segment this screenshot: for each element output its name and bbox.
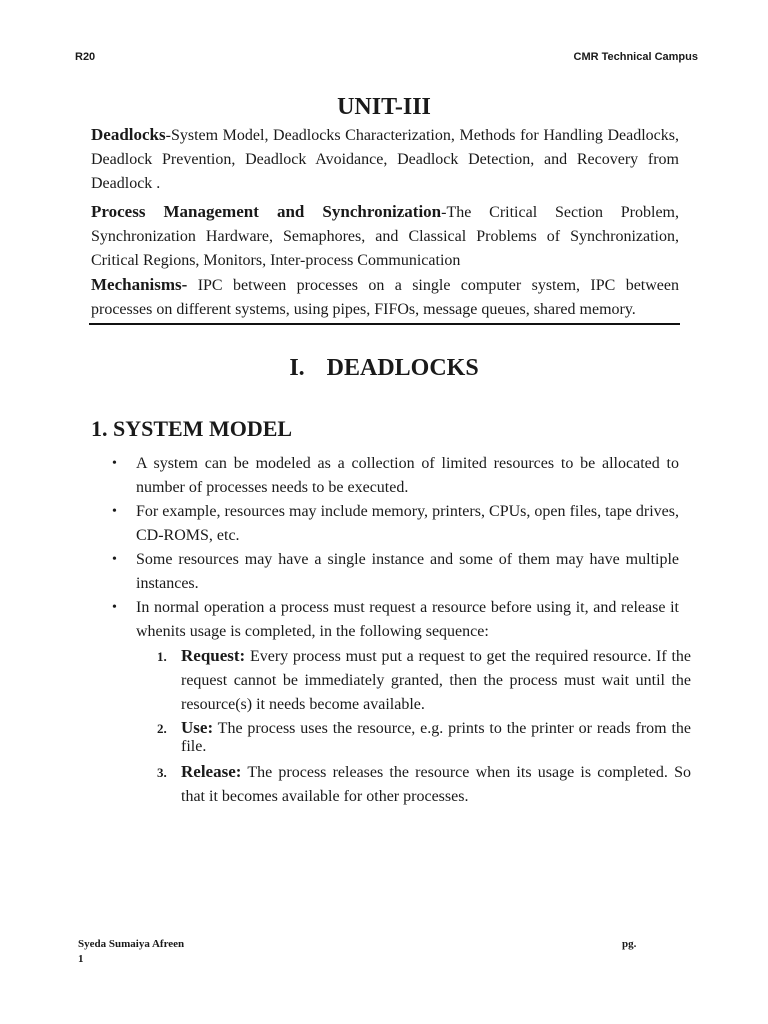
syllabus-block (91, 123, 679, 322)
list-item: • In normal operation a process must request a resource before using it, and release it whenits usage is completed, in the following sequence: (136, 596, 679, 644)
step-label: Use: (181, 718, 214, 737)
step-number: 2. (157, 721, 167, 736)
header-regulation: R20 (75, 51, 96, 63)
step-item (157, 644, 691, 717)
unit-title: UNIT-III (337, 94, 431, 120)
syllabus-process-label: Process Management and Synchronization (91, 202, 442, 221)
syllabus-deadlocks-text: -System Model, Deadlocks Characterization, Methods for Handling Deadlocks, Deadlock Prevention, Deadlock Avoidance, Deadlock Detection, and Recovery from Deadlock . (91, 127, 679, 192)
syllabus-process (91, 200, 679, 322)
syllabus-mechanisms-text: IPC between processes on a single computer system, IPC between processes on different systems, using pipes, FIFOs, message queues, shared memory. (91, 277, 679, 318)
numbered-steps (157, 644, 691, 809)
steps-container (136, 644, 691, 809)
syllabus-deadlocks-label: Deadlocks (91, 125, 166, 144)
syllabus-process-text: -The Critical Section Problem, Synchronization Hardware, Semaphores, and Classical Problems of Synchronization, Critical Regions, Monitors, Inter-process Communication (91, 204, 679, 269)
section-heading (0, 355, 768, 382)
section-divider (89, 323, 680, 325)
step-label: Release: (181, 762, 242, 781)
list-item: • For example, resources may include memory, printers, CPUs, open files, tape drives, CD-ROMS, etc. (136, 500, 679, 548)
step-text: The process uses the resource, e.g. prints to the printer or reads from the file. (181, 720, 691, 755)
section-title: DEADLOCKS (326, 355, 479, 381)
list-item: • A system can be modeled as a collection of limited resources to be allocated to number of processes needs to be executed. (136, 452, 679, 500)
syllabus-deadlocks (91, 123, 679, 196)
step-number: 1. (157, 649, 167, 664)
step-label: Request: (181, 646, 246, 665)
step-item (157, 718, 691, 756)
subsection-heading: 1. SYSTEM MODEL (91, 416, 293, 441)
syllabus-mechanisms-label: Mechanisms- (91, 275, 188, 294)
step-number: 3. (157, 765, 167, 780)
footer-page-number: 1 (78, 953, 84, 965)
step-text: The process releases the resource when its usage is completed. So that it becomes available for other processes. (181, 764, 691, 805)
step-item (157, 760, 691, 809)
section-number: I. (289, 355, 305, 381)
footer-page-label: pg. (622, 938, 637, 950)
step-text: Every process must put a request to get the required resource. If the request cannot be immediately granted, then the process must wait until the resource(s) it needs become available. (181, 648, 691, 713)
list-item: • Some resources may have a single instance and some of them may have multiple instances. (136, 548, 679, 596)
bullet-list (136, 452, 691, 809)
footer-author: Syeda Sumaiya Afreen (78, 938, 185, 950)
header-institution: CMR Technical Campus (573, 51, 698, 63)
